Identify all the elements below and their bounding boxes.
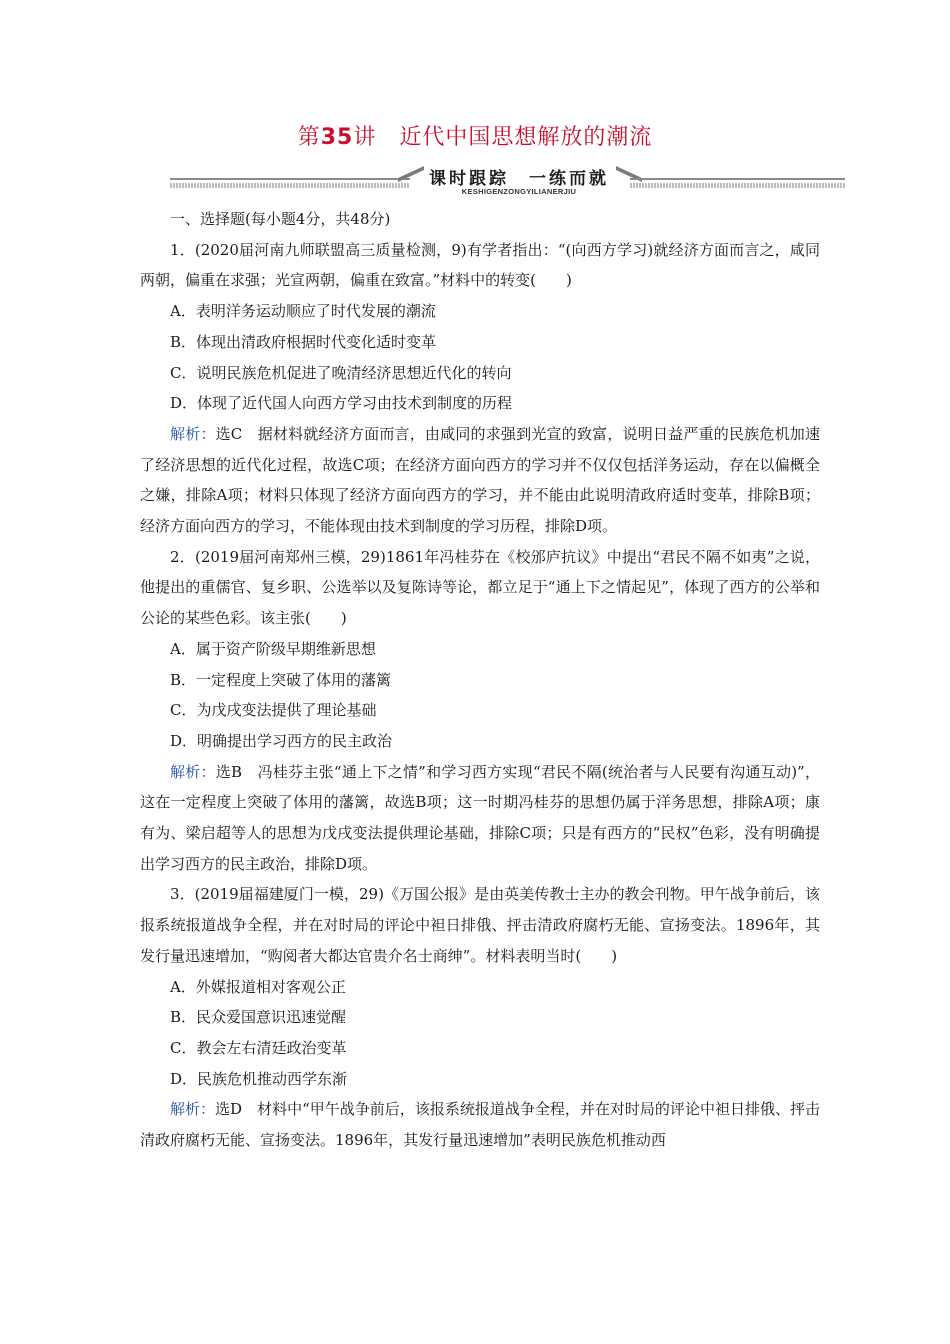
option-b: B．体现出清政府根据时代变化适时变革 [170,332,437,351]
title-prefix: 第 [297,125,321,150]
analysis-text: 选C 据材料就经济方面而言，由咸同的求强到光宣的致富，说明日益严重的民族危机加速了经济思想的近代化过程，故选C项；在经济方面向西方的学习并不仅仅包括洋务运动，存在以偏概全之嫌，排除A项；材料只体现了经济方面向西方的学习，并不能由此说明清政府适时变革，排除B项；经济方面向西方的学习，不能体现由技术到制度的学习历程，排除D项。 [140,424,820,536]
option-a: A．外媒报道相对客观公正 [170,977,346,996]
banner-rule-left [170,178,410,180]
analysis-label: 解析： [170,424,216,443]
question-1 [140,235,820,542]
option-c: C．为戊戌变法提供了理论基础 [170,701,377,720]
option-b: B．民众爱国意识迅速觉醒 [170,1008,347,1027]
analysis-text: 选D 材料中“甲午战争前后，该报系统报道战争全程，并在对时局的评论中袒日排俄、抨击清政府腐朽无能、宣扬变法。1896年，其发行量迅速增加”表明民族危机推动西 [140,1100,820,1150]
option-d: D．明确提出学习西方的民主政治 [170,731,393,750]
option-a: A．表明洋务运动顺应了时代发展的潮流 [170,302,436,321]
page-title [0,120,950,151]
banner-label: 课时跟踪 一练而就 [429,169,609,189]
analysis-text: 选B 冯桂芬主张“通上下之情”和学习西方实现“君民不隔(统治者与人民要有沟通互动)”，这在一定程度上突破了体用的藩篱，故选B项；这一时期冯桂芬的思想仍属于洋务思想，排除A项；康有为、梁启超等人的思想为戊戌变法提供理论基础，排除C项；只是有西方的“民权”色彩，没有明确提出学习西方的民主政治，排除D项。 [140,762,820,873]
analysis [140,1094,820,1155]
analysis [140,757,820,880]
banner-rule-right [630,178,845,180]
banner-subtitle: KESHIGENZONGYILIANERJIU [461,187,577,196]
banner-hatch-left [170,183,410,188]
question-stem: 1．(2020届河南九师联盟高三质量检测，9)有学者指出：“(向西方学习)就经济方面而言之，咸同两朝，偏重在求强；光宣两朝，偏重在致富。”材料中的转变( ) [140,240,820,290]
question-stem: 2．(2019届河南郑州三模，29)1861年冯桂芬在《校邠庐抗议》中提出“君民不隔不如夷”之说，他提出的重儒官、复乡职、公选举以及复陈诗等论，都立足于“通上下之情起见”，体现了西方的公举和公论的某些色彩。该主张( ) [140,547,820,628]
option-d: D．民族危机推动西学东渐 [170,1069,348,1088]
question-3 [140,879,820,1155]
question-body [140,204,820,1156]
question-2 [140,542,820,880]
analysis-label: 解析： [170,762,216,781]
option-c: C．教会左右清廷政治变革 [170,1038,347,1057]
section-banner [170,162,845,202]
option-d: D．体现了近代国人向西方学习由技术到制度的历程 [170,394,513,413]
analysis-label: 解析： [170,1100,216,1119]
title-number: 35 [320,125,354,150]
section-heading: 一、选择题(每小题4分，共48分) [170,210,391,228]
title-text: 讲 近代中国思想解放的潮流 [353,125,653,150]
option-c: C．说明民族危机促进了晚清经济思想近代化的转向 [170,363,512,382]
banner-hatch-right [630,183,845,188]
option-a: A．属于资产阶级早期维新思想 [170,639,376,658]
option-b: B．一定程度上突破了体用的藩篱 [170,670,392,689]
question-stem: 3．(2019届福建厦门一模，29)《万国公报》是由英美传教士主办的教会刊物。甲午战争前后，该报系统报道战争全程，并在对时局的评论中袒日排俄、抨击清政府腐朽无能、宣扬变法。1896年，其发行量迅速增加，“购阅者大都达官贵介名士商绅”。材料表明当时( ) [140,885,820,965]
analysis [140,419,820,542]
